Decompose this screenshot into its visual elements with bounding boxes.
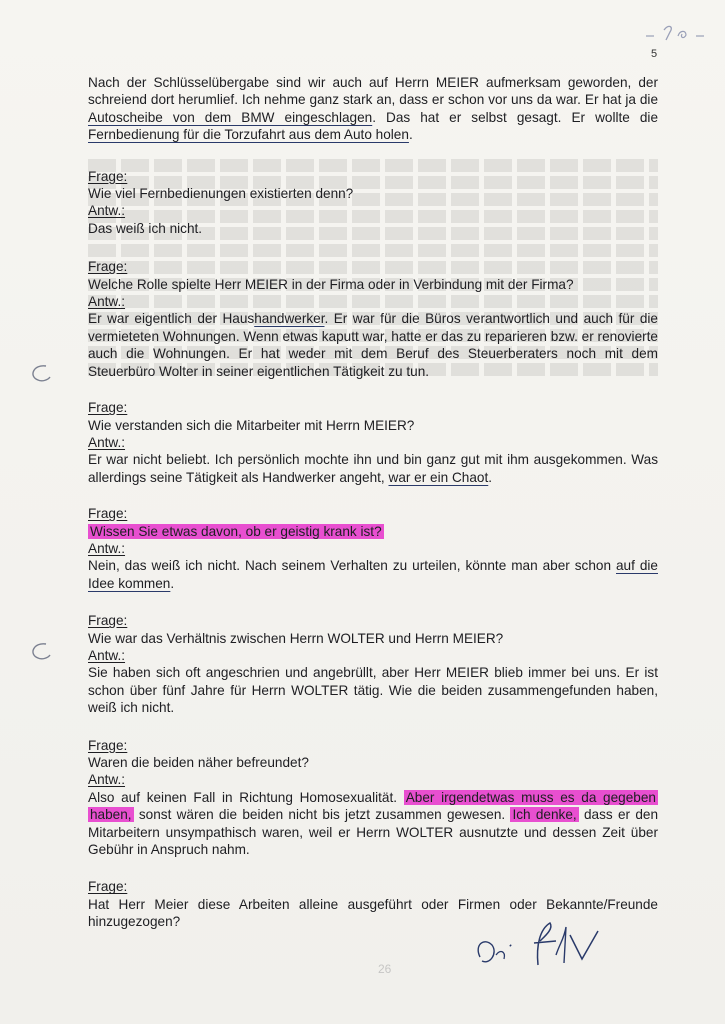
question-label: Frage:	[88, 613, 128, 629]
answer-label: Antw.:	[88, 772, 126, 788]
question-label: Frage:	[88, 506, 128, 522]
question-text: Wie war das Verhältnis zwischen Herrn WOLTER und Herrn MEIER?	[88, 630, 504, 646]
answer-label: Antw.:	[88, 203, 126, 219]
handwritten-page-note	[642, 22, 712, 44]
underlined-phrase: Autoscheibe von dem BMW eingeschlagen	[88, 109, 373, 125]
underlined-phrase: auf die Idee kommen	[88, 558, 658, 591]
question-label: Frage:	[88, 879, 128, 895]
answer-text: Das weiß ich nicht.	[88, 220, 203, 236]
underlined-phrase: handwerker	[254, 311, 325, 327]
intro-paragraph: Nach der Schlüsselübergabe sind wir auch auf Herrn MEIER aufmerksam geworden, der schreiend dort herumlief. Ich nehme ganz stark an, dass er schon vor uns da war. Er hat ja die Autoscheibe von dem BMW eingeschlagen. Das hat er selbst gesagt. Er wollte die Fernbedienung für die Torzufahrt aus dem Auto holen.	[88, 75, 659, 143]
underlined-phrase: Fernbedienung für die Torzufahrt aus dem Auto holen	[88, 127, 409, 143]
answer-label: Antw.:	[88, 647, 126, 663]
question-label: Frage:	[88, 259, 128, 275]
answer-text: Sie haben sich oft angeschrien und angebrüllt, aber Herr MEIER blieb immer bei uns. Er ist schon über fünf Jahre für Herrn WOLTER tätig. Wie die beiden zusammengefunden haben, weiß ich nicht.	[88, 665, 658, 716]
question-text	[88, 523, 658, 540]
handwritten-signature-icon	[470, 915, 620, 985]
highlighted-phrase: Ich denke,	[512, 807, 577, 823]
question-text: Wie verstanden sich die Mitarbeiter mit Herrn MEIER?	[88, 417, 415, 433]
underlined-phrase: war er ein Chaot	[388, 469, 489, 485]
punch-hole-mark-icon	[26, 362, 52, 384]
question-label: Frage:	[88, 400, 128, 416]
question-text: Welche Rolle spielte Herr MEIER in der Firma oder in Verbindung mit der Firma?	[88, 276, 574, 292]
answer-label: Antw.:	[88, 540, 126, 556]
punch-hole-mark-icon	[26, 640, 52, 662]
answer-label: Antw.:	[88, 294, 126, 310]
answer-text: Er war eigentlich der Haushandwerker. Er war für die Büros verantwortlich und auch für die vermieteten Wohnungen. Wenn etwas kaputt war, hatte er das zu reparieren bzw. er renovierte auch die Wohnungen. Er hat weder mit dem Beruf des Steuerberaters noch mit dem Steuerbüro Wolter in seiner eigentlichen Tätigkeit zu tun.	[88, 311, 658, 379]
document-body	[88, 74, 658, 931]
question-text: Waren die beiden näher befreundet?	[88, 755, 309, 770]
bleed-through-page-number: 26	[378, 962, 392, 976]
question-label: Frage:	[88, 168, 128, 184]
answer-text: Nein, das weiß ich nicht. Nach seinem Verhalten zu urteilen, könnte man aber schon auf die Idee kommen.	[88, 558, 658, 591]
answer-text: Also auf keinen Fall in Richtung Homosexualität. Aber irgendetwas muss es da gegeben haben, sonst wären die beiden nicht bis jetzt zusammen gewesen. Ich denke, dass er den Mitarbeitern unsympathisch waren, weil er Herrn WOLTER ausnutzte und dessen Zeit über Gebühr in Anspruch nahm.	[88, 789, 658, 858]
answer-text: Er war nicht beliebt. Ich persönlich mochte ihn und bin ganz gut mit ihm ausgekommen. Was allerdings seine Tätigkeit als Handwerker angeht, war er ein Chaot.	[88, 452, 658, 485]
highlighted-question: Wissen Sie etwas davon, ob er geistig krank ist?	[90, 523, 382, 539]
question-text: Wie viel Fernbedienungen existierten denn?	[88, 186, 354, 202]
answer-label: Antw.:	[88, 434, 126, 450]
question-label: Frage:	[88, 737, 128, 753]
page-number: 5	[651, 48, 658, 60]
highlighted-phrase: Aber irgendetwas muss es da gegeben haben,	[90, 789, 656, 823]
question-text: Hat Herr Meier diese Arbeiten alleine ausgeführt oder Firmen oder Bekannte/Freunde hinzugezogen?	[88, 896, 658, 930]
